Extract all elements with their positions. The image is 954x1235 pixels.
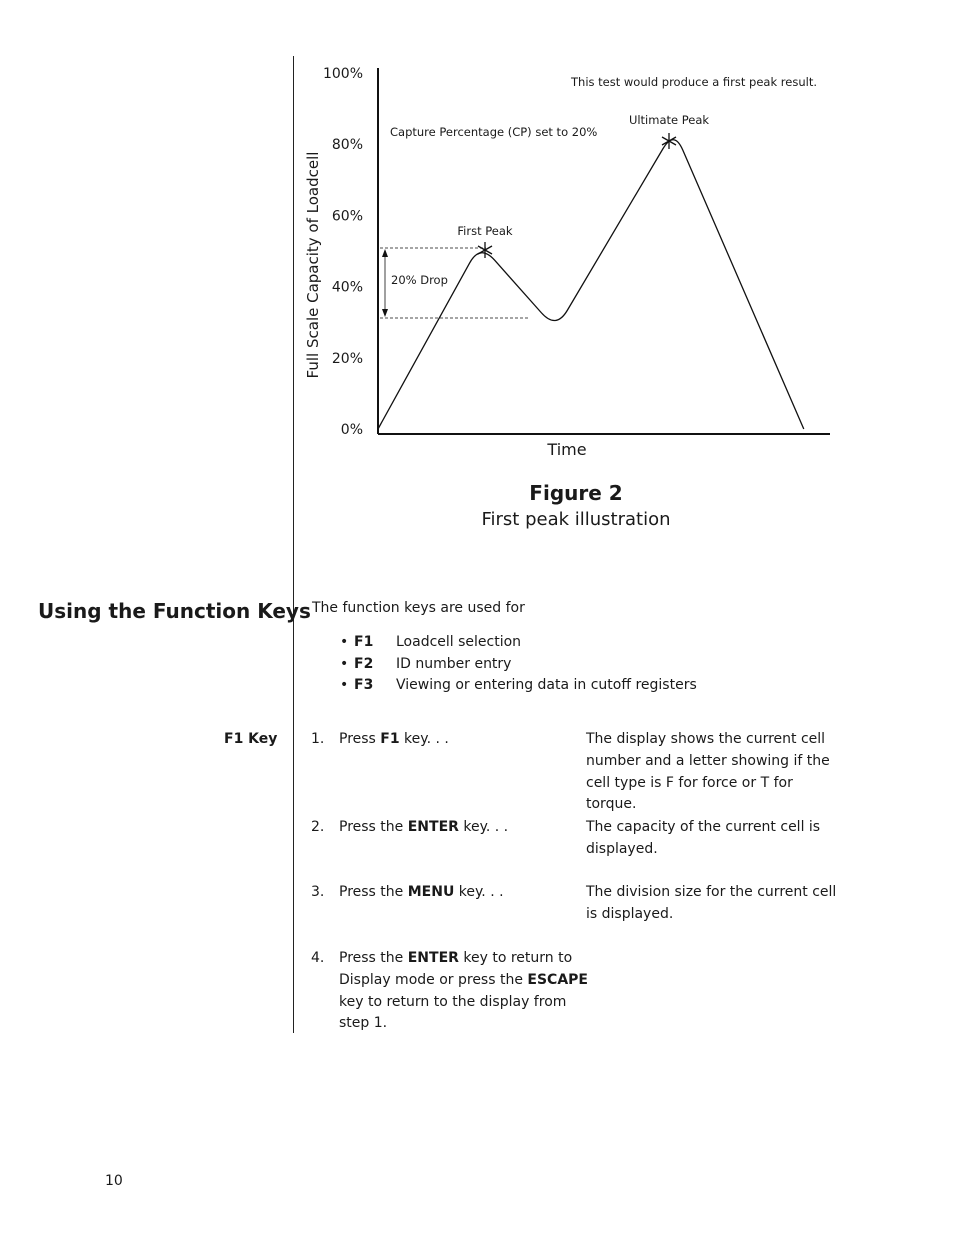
page-number: 10 xyxy=(105,1173,123,1189)
figure-caption: First peak illustration xyxy=(481,509,671,530)
x-axis-label: Time xyxy=(547,440,587,459)
key-description: Viewing or entering data in cutoff registers xyxy=(396,677,697,693)
section-intro: The function keys are used for xyxy=(312,600,525,616)
function-key-list xyxy=(340,632,697,697)
step-result: The division size for the current cell is displayed. xyxy=(586,884,837,922)
drop-label: 20% Drop xyxy=(391,273,448,287)
step-number: 1. xyxy=(311,731,325,747)
key-name: F2 xyxy=(354,655,374,672)
step-instruction: Press the ENTER key to return to Display mode or press the ESCAPE key to return to the display from step 1. xyxy=(339,950,588,1032)
list-item xyxy=(340,632,697,654)
key-description: Loadcell selection xyxy=(396,634,522,650)
ultimate-peak-label: Ultimate Peak xyxy=(628,113,710,127)
bullet: • xyxy=(340,634,349,650)
first-peak-label: First Peak xyxy=(457,224,513,238)
y-tick-label: 100% xyxy=(322,66,363,82)
step-result: The capacity of the current cell is displayed. xyxy=(586,819,821,857)
step-number: 4. xyxy=(311,950,325,966)
list-item xyxy=(340,675,697,697)
bullet: • xyxy=(340,655,349,672)
y-tick-label: 40% xyxy=(331,279,363,296)
key-name: F1 xyxy=(354,634,374,650)
section-heading: Using the Function Keys xyxy=(38,599,311,623)
f1-key-heading: F1 Key xyxy=(224,731,278,747)
key-name: F3 xyxy=(354,677,374,693)
drop-arrow-down-head xyxy=(382,309,388,317)
y-tick-label: 0% xyxy=(340,422,363,438)
y-axis-label: Full Scale Capacity of Loadcell xyxy=(304,151,322,379)
step-result: The display shows the current cell number and a letter showing if the cell type is F for force or T for torque. xyxy=(586,731,830,813)
step-number: 2. xyxy=(311,819,325,835)
key-description: ID number entry xyxy=(396,655,512,672)
step-number: 3. xyxy=(311,884,325,900)
bullet: • xyxy=(340,677,349,693)
y-tick-label: 80% xyxy=(331,137,363,154)
step-instruction: Press F1 key. . . xyxy=(339,731,449,747)
column-divider xyxy=(293,56,294,1033)
step-instruction: Press the MENU key. . . xyxy=(339,884,504,900)
drop-arrow-up-head xyxy=(382,249,388,257)
y-tick-label: 20% xyxy=(331,350,363,367)
first-peak-chart xyxy=(296,55,846,465)
list-item xyxy=(340,654,697,676)
figure-title: Figure 2 xyxy=(529,481,623,505)
step-instruction: Press the ENTER key. . . xyxy=(339,819,509,835)
test-note-annotation: This test would produce a first peak result. xyxy=(571,75,817,89)
cp-note-annotation: Capture Percentage (CP) set to 20% xyxy=(390,125,598,139)
y-axis-title xyxy=(304,152,322,379)
y-tick-label: 60% xyxy=(331,208,363,225)
